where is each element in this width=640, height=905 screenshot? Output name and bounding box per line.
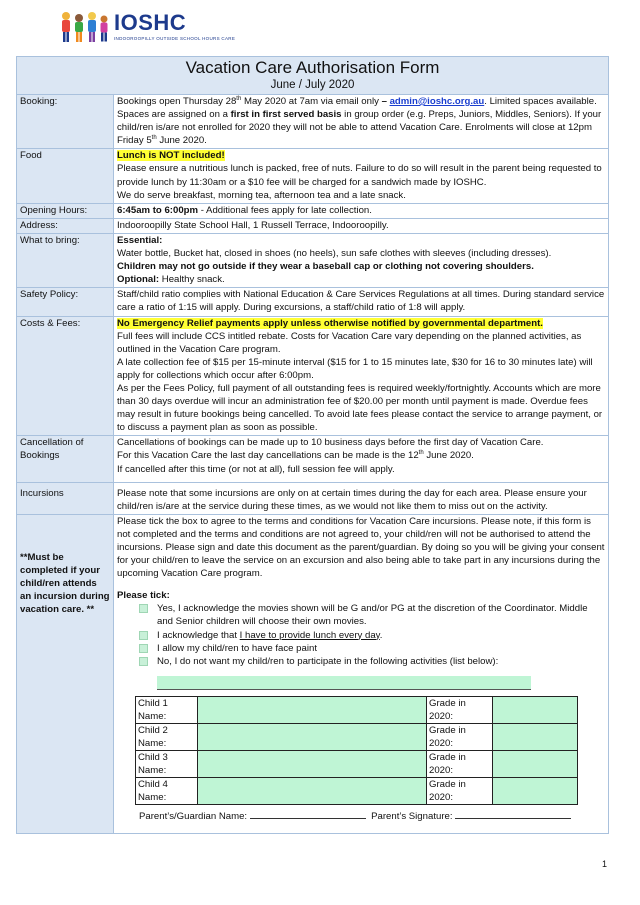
safety-label: Safety Policy: [17, 288, 114, 316]
opening-note: - Additional fees apply for late collection. [198, 204, 372, 216]
child-3-grade-input[interactable] [493, 750, 578, 777]
child-grade-label: Grade in 2020: [427, 777, 493, 804]
ioshc-logo [58, 8, 238, 44]
opt-out-option-text: No, I do not want my child/ren to participate in the following activities (list below): [157, 655, 499, 667]
cancel-content [114, 436, 609, 482]
bring-essential-heading: Essential: [117, 234, 163, 246]
opt-out-checkbox[interactable] [139, 657, 148, 666]
incursions-row [17, 482, 609, 514]
authorisation-form-table [16, 56, 609, 834]
please-tick-heading: Please tick: [117, 590, 170, 602]
booking-row [17, 95, 609, 149]
booking-content [114, 95, 609, 149]
consent-option-face-paint [139, 642, 605, 655]
bring-optional-heading: Optional: [117, 274, 160, 286]
consent-label: **Must be completed if your child/ren attends an incursion during vacation care. ** [17, 514, 114, 833]
incursions-label: Incursions [17, 482, 114, 514]
food-text-1: Please ensure a nutritious lunch is packed, free of nuts. Failure to do so will result in the parent being requested to provide lunch by 11:30am or a $10 fee will be charged for a sandwich made by IOSHC. [117, 163, 602, 188]
child-2-name-input[interactable] [198, 723, 427, 750]
signature-line [139, 809, 605, 823]
movies-option-text: Yes, I acknowledge the movies shown will be G and/or PG at the discretion of the Coordinator. Middle and Senior children will choose their own movies. [157, 603, 588, 628]
child-row [136, 723, 578, 750]
bring-label: What to bring: [17, 233, 114, 287]
booking-text-2: May 2020 at 7am via email only [241, 96, 382, 107]
consent-option-lunch [139, 629, 605, 642]
logo-tagline: INDOOROOPILLY OUTSIDE SCHOOL HOURS CARE [114, 36, 236, 41]
booking-first-served: first in first served basis [230, 109, 342, 121]
costs-text-2: A late collection fee of $15 per 15-minute interval ($15 for 1 to 15 minutes late, $30 for 16 to 30 minutes late) will apply for collections which occur after 6:00pm. [117, 356, 593, 381]
child-3-name-input[interactable] [198, 750, 427, 777]
child-name-label: Child 4 Name: [136, 777, 198, 804]
costs-text-3: As per the Fees Policy, full payment of all outstanding fees is required weekly/fortnightly. Accounts which are more than 30 days overdue will incur an administration fee of $20.00 per month until payment is made. Overdue fees may result in future bookings being cancelled. To avoid late fees please contact the service to arrange payment, or to discuss a payment plan as soon as possible. [117, 382, 603, 434]
booking-text-7: June 2020. [156, 135, 207, 147]
children-logo-icon [58, 8, 110, 44]
child-row [136, 696, 578, 723]
booking-sup-1: th [236, 95, 242, 102]
cancel-sup: th [418, 450, 424, 457]
booking-text-4: . Limited spaces available. Spaces are assigned on a [117, 96, 597, 121]
food-label: Food [17, 149, 114, 203]
booking-sup-2: th [151, 135, 157, 142]
child-2-grade-input[interactable] [493, 723, 578, 750]
cancel-text-1: Cancellations of bookings can be made up to 10 business days before the first day of Vacation Care. [117, 437, 544, 449]
opening-hours: 6:45am to 6:00pm [117, 204, 199, 216]
opening-row [17, 203, 609, 218]
child-name-label: Child 2 Name: [136, 723, 198, 750]
form-header-row [17, 57, 609, 95]
cancel-text-2b: June 2020. [423, 450, 474, 462]
booking-text-6: in group order (e.g. Preps, Juniors, Middles, Seniors). If your child/ren is/are not enrolled for 2020 they will not be able to attend Vacation Care. Enrolments will close at 12pm Friday 5 [117, 109, 602, 147]
consent-content [114, 514, 609, 833]
address-row [17, 218, 609, 233]
child-1-name-input[interactable] [198, 696, 427, 723]
parent-signature-label: Parent’s Signature: [371, 810, 453, 822]
address-label: Address: [17, 218, 114, 233]
form-title: Vacation Care Authorisation Form [185, 58, 440, 77]
cancel-text-2a: For this Vacation Care the last day cancellations can be made is the 12 [117, 450, 419, 462]
lunch-checkbox[interactable] [139, 631, 148, 640]
emergency-relief-highlight: No Emergency Relief payments apply unless otherwise notified by governmental department. [117, 317, 543, 329]
parent-name-label: Parent’s/Guardian Name: [139, 810, 248, 822]
movies-checkbox[interactable] [139, 604, 148, 613]
lunch-option-text-b: I have to provide lunch every day [239, 629, 380, 641]
costs-text-1: Full fees will include CCS intitled rebate. Costs for Vacation Care vary depending on the planned activities, as outlined in the Vacation Care program. [117, 330, 582, 355]
consent-row [17, 514, 609, 833]
opening-label: Opening Hours: [17, 203, 114, 218]
child-grade-label: Grade in 2020: [427, 696, 493, 723]
form-header [17, 57, 609, 95]
cancel-label: Cancellation of Bookings [17, 436, 114, 482]
lunch-not-included-highlight: Lunch is NOT included! [117, 150, 225, 162]
child-4-grade-input[interactable] [493, 777, 578, 804]
child-4-name-input[interactable] [198, 777, 427, 804]
consent-option-movies [139, 602, 605, 628]
consent-intro: Please tick the box to agree to the terms and conditions for Vacation Care incursions. Please note, if this form is not completed and the terms and conditions are not agreed to, your child/ren will not be authorised to attend the incursions. Please sign and date this document as the parent/guardian. By doing so you will be giving your consent for your child/ren to leave the service on an excursion and also being able to take part in any incursions during the upcoming Vacation Care program. [117, 515, 605, 580]
activities-list-input[interactable] [157, 676, 531, 690]
opening-content [114, 203, 609, 218]
bring-essential-list: Water bottle, Bucket hat, closed in shoes (no heels), sun safe clothes with sleeves (including dresses). [117, 248, 552, 260]
child-grade-label: Grade in 2020: [427, 750, 493, 777]
parent-signature-input[interactable] [455, 809, 571, 819]
cancel-text-3: If cancelled after this time (or not at all), full session fee will apply. [117, 463, 395, 475]
consent-options [139, 602, 605, 667]
child-1-grade-input[interactable] [493, 696, 578, 723]
bring-content [114, 233, 609, 287]
bring-warning: Children may not go outside if they wear a baseball cap or clothing not covering shoulders. [117, 261, 534, 273]
lunch-option-text-a: I acknowledge that [157, 629, 240, 641]
booking-dash: – [381, 96, 390, 107]
lunch-option-text-c: . [379, 629, 383, 641]
booking-label: Booking: [17, 95, 114, 149]
booking-text-1: Bookings open Thursday 28 [117, 96, 237, 107]
bring-row [17, 233, 609, 287]
face-paint-checkbox[interactable] [139, 644, 148, 653]
incursions-content: Please note that some incursions are only on at certain times during the day for each area. Please ensure your child/ren is/are at the service during these times, as we would not like them to miss out on the activity. [114, 482, 609, 514]
food-text-2: We do serve breakfast, morning tea, afternoon tea and a late snack. [117, 189, 406, 201]
costs-row [17, 316, 609, 436]
admin-email-link[interactable]: admin@ioshc.org.au [389, 96, 485, 107]
child-grade-label: Grade in 2020: [427, 723, 493, 750]
logo-name: IOSHC [114, 10, 187, 35]
child-row [136, 750, 578, 777]
parent-name-input[interactable] [250, 809, 366, 819]
child-name-label: Child 1 Name: [136, 696, 198, 723]
children-table [135, 696, 578, 805]
costs-label: Costs & Fees: [17, 316, 114, 436]
consent-option-opt-out [139, 655, 605, 668]
address-content: Indooroopilly State School Hall, 1 Russell Terrace, Indooroopilly. [114, 218, 609, 233]
child-name-label: Child 3 Name: [136, 750, 198, 777]
child-row [136, 777, 578, 804]
food-content [114, 149, 609, 203]
costs-content [114, 316, 609, 436]
food-row [17, 149, 609, 203]
form-subtitle: June / July 2020 [270, 79, 355, 91]
cancel-row [17, 436, 609, 482]
face-paint-option-text: I allow my child/ren to have face paint [157, 642, 317, 654]
safety-content: Staff/child ratio complies with National Education & Care Services Regulations at all times. During standard service care a ratio of 1:15 will apply. During excursions, a staff/child ratio of 1:8 will apply. [114, 288, 609, 316]
safety-row [17, 288, 609, 316]
bring-optional-text: Healthy snack. [159, 274, 225, 286]
page-number: 1 [602, 859, 608, 869]
